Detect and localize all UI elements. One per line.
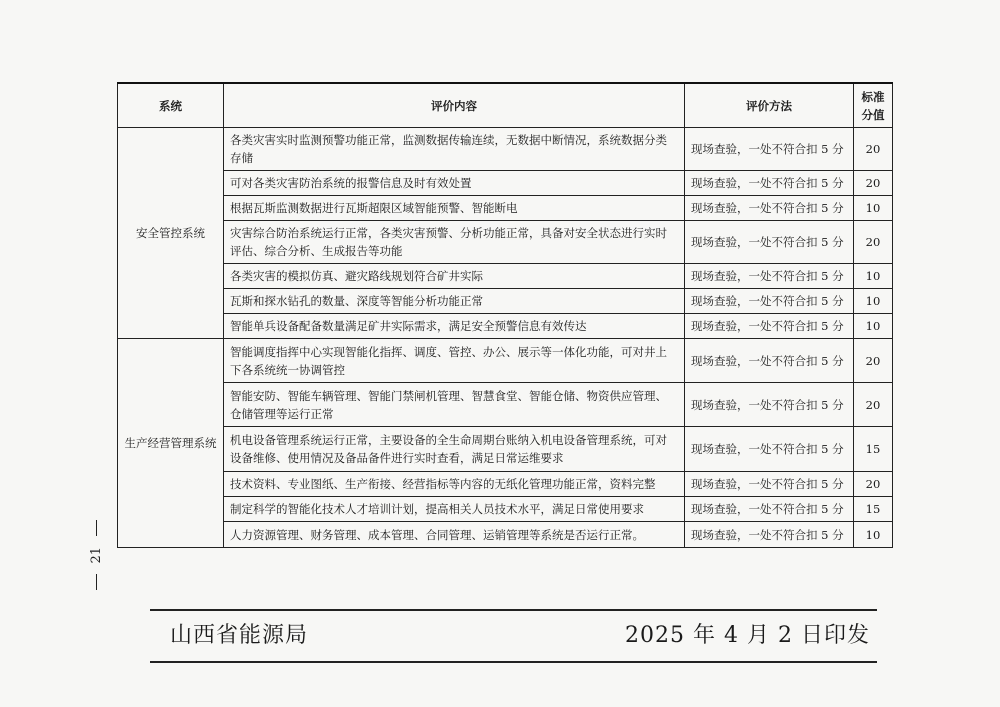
table-row bbox=[118, 171, 893, 196]
score-cell: 10 bbox=[854, 264, 893, 289]
method-cell: 现场查验，一处不符合扣 5 分 bbox=[685, 314, 854, 339]
method-cell: 现场查验，一处不符合扣 5 分 bbox=[685, 196, 854, 221]
header-score bbox=[854, 83, 893, 128]
table-row bbox=[118, 339, 893, 383]
evaluation-table bbox=[117, 82, 893, 548]
score-cell: 10 bbox=[854, 289, 893, 314]
system-cell-production: 生产经营管理系统 bbox=[118, 339, 224, 548]
method-cell: 现场查验，一处不符合扣 5 分 bbox=[685, 472, 854, 497]
page-number-dash-bottom bbox=[96, 574, 97, 590]
table-row bbox=[118, 128, 893, 171]
method-cell: 现场查验，一处不符合扣 5 分 bbox=[685, 221, 854, 264]
table-header-row bbox=[118, 83, 893, 128]
method-cell: 现场查验，一处不符合扣 5 分 bbox=[685, 427, 854, 472]
content-cell: 各类灾害实时监测预警功能正常，监测数据传输连续，无数据中断情况，系统数据分类存储 bbox=[224, 128, 685, 171]
method-cell: 现场查验，一处不符合扣 5 分 bbox=[685, 497, 854, 522]
system-cell-safety: 安全管控系统 bbox=[118, 128, 224, 339]
method-cell: 现场查验，一处不符合扣 5 分 bbox=[685, 289, 854, 314]
score-cell: 15 bbox=[854, 497, 893, 522]
table-row bbox=[118, 522, 893, 548]
footer-issue-date: 2025 年 4 月 2 日印发 bbox=[625, 623, 870, 648]
table-row bbox=[118, 264, 893, 289]
table-row bbox=[118, 383, 893, 427]
header-score-line2: 分值 bbox=[861, 107, 885, 122]
header-content: 评价内容 bbox=[224, 83, 685, 128]
content-cell: 技术资料、专业图纸、生产衔接、经营指标等内容的无纸化管理功能正常，资料完整 bbox=[224, 472, 685, 497]
footer-rule-top bbox=[150, 609, 877, 611]
content-cell: 人力资源管理、财务管理、成本管理、合同管理、运销管理等系统是否运行正常。 bbox=[224, 522, 685, 548]
table-row bbox=[118, 289, 893, 314]
page-number-dash-top bbox=[96, 520, 97, 536]
content-cell: 智能安防、智能车辆管理、智能门禁闸机管理、智慧食堂、智能仓储、物资供应管理、仓储管理等运行正常 bbox=[224, 383, 685, 427]
score-cell: 20 bbox=[854, 221, 893, 264]
score-cell: 20 bbox=[854, 128, 893, 171]
header-score-line1: 标准 bbox=[861, 89, 885, 104]
method-cell: 现场查验，一处不符合扣 5 分 bbox=[685, 171, 854, 196]
footer-issuer: 山西省能源局 bbox=[170, 623, 309, 648]
table-row bbox=[118, 196, 893, 221]
score-cell: 10 bbox=[854, 314, 893, 339]
table-row bbox=[118, 497, 893, 522]
content-cell: 智能单兵设备配备数量满足矿井实际需求，满足安全预警信息有效传达 bbox=[224, 314, 685, 339]
method-cell: 现场查验，一处不符合扣 5 分 bbox=[685, 128, 854, 171]
content-cell: 智能调度指挥中心实现智能化指挥、调度、管控、办公、展示等一体化功能，可对井上下各系统统一协调管控 bbox=[224, 339, 685, 383]
method-cell: 现场查验，一处不符合扣 5 分 bbox=[685, 383, 854, 427]
table-row bbox=[118, 427, 893, 472]
score-cell: 20 bbox=[854, 472, 893, 497]
table-row bbox=[118, 314, 893, 339]
content-cell: 瓦斯和探水钻孔的数量、深度等智能分析功能正常 bbox=[224, 289, 685, 314]
content-cell: 根据瓦斯监测数据进行瓦斯超限区域智能预警、智能断电 bbox=[224, 196, 685, 221]
score-cell: 20 bbox=[854, 339, 893, 383]
score-cell: 15 bbox=[854, 427, 893, 472]
score-cell: 10 bbox=[854, 522, 893, 548]
method-cell: 现场查验，一处不符合扣 5 分 bbox=[685, 522, 854, 548]
content-cell: 各类灾害的模拟仿真、避灾路线规划符合矿井实际 bbox=[224, 264, 685, 289]
method-cell: 现场查验，一处不符合扣 5 分 bbox=[685, 339, 854, 383]
page-number-value: 21 bbox=[88, 546, 104, 564]
score-cell: 10 bbox=[854, 196, 893, 221]
content-cell: 可对各类灾害防治系统的报警信息及时有效处置 bbox=[224, 171, 685, 196]
table-row bbox=[118, 472, 893, 497]
header-system: 系统 bbox=[118, 83, 224, 128]
content-cell: 制定科学的智能化技术人才培训计划，提高相关人员技术水平，满足日常使用要求 bbox=[224, 497, 685, 522]
page-number bbox=[85, 520, 107, 590]
header-method: 评价方法 bbox=[685, 83, 854, 128]
footer-rule-bottom bbox=[150, 661, 877, 663]
method-cell: 现场查验，一处不符合扣 5 分 bbox=[685, 264, 854, 289]
table-row bbox=[118, 221, 893, 264]
content-cell: 机电设备管理系统运行正常，主要设备的全生命周期台账纳入机电设备管理系统，可对设备维修、使用情况及备品备件进行实时查看，满足日常运维要求 bbox=[224, 427, 685, 472]
score-cell: 20 bbox=[854, 171, 893, 196]
score-cell: 20 bbox=[854, 383, 893, 427]
content-cell: 灾害综合防治系统运行正常，各类灾害预警、分析功能正常，具备对安全状态进行实时评估、综合分析、生成报告等功能 bbox=[224, 221, 685, 264]
